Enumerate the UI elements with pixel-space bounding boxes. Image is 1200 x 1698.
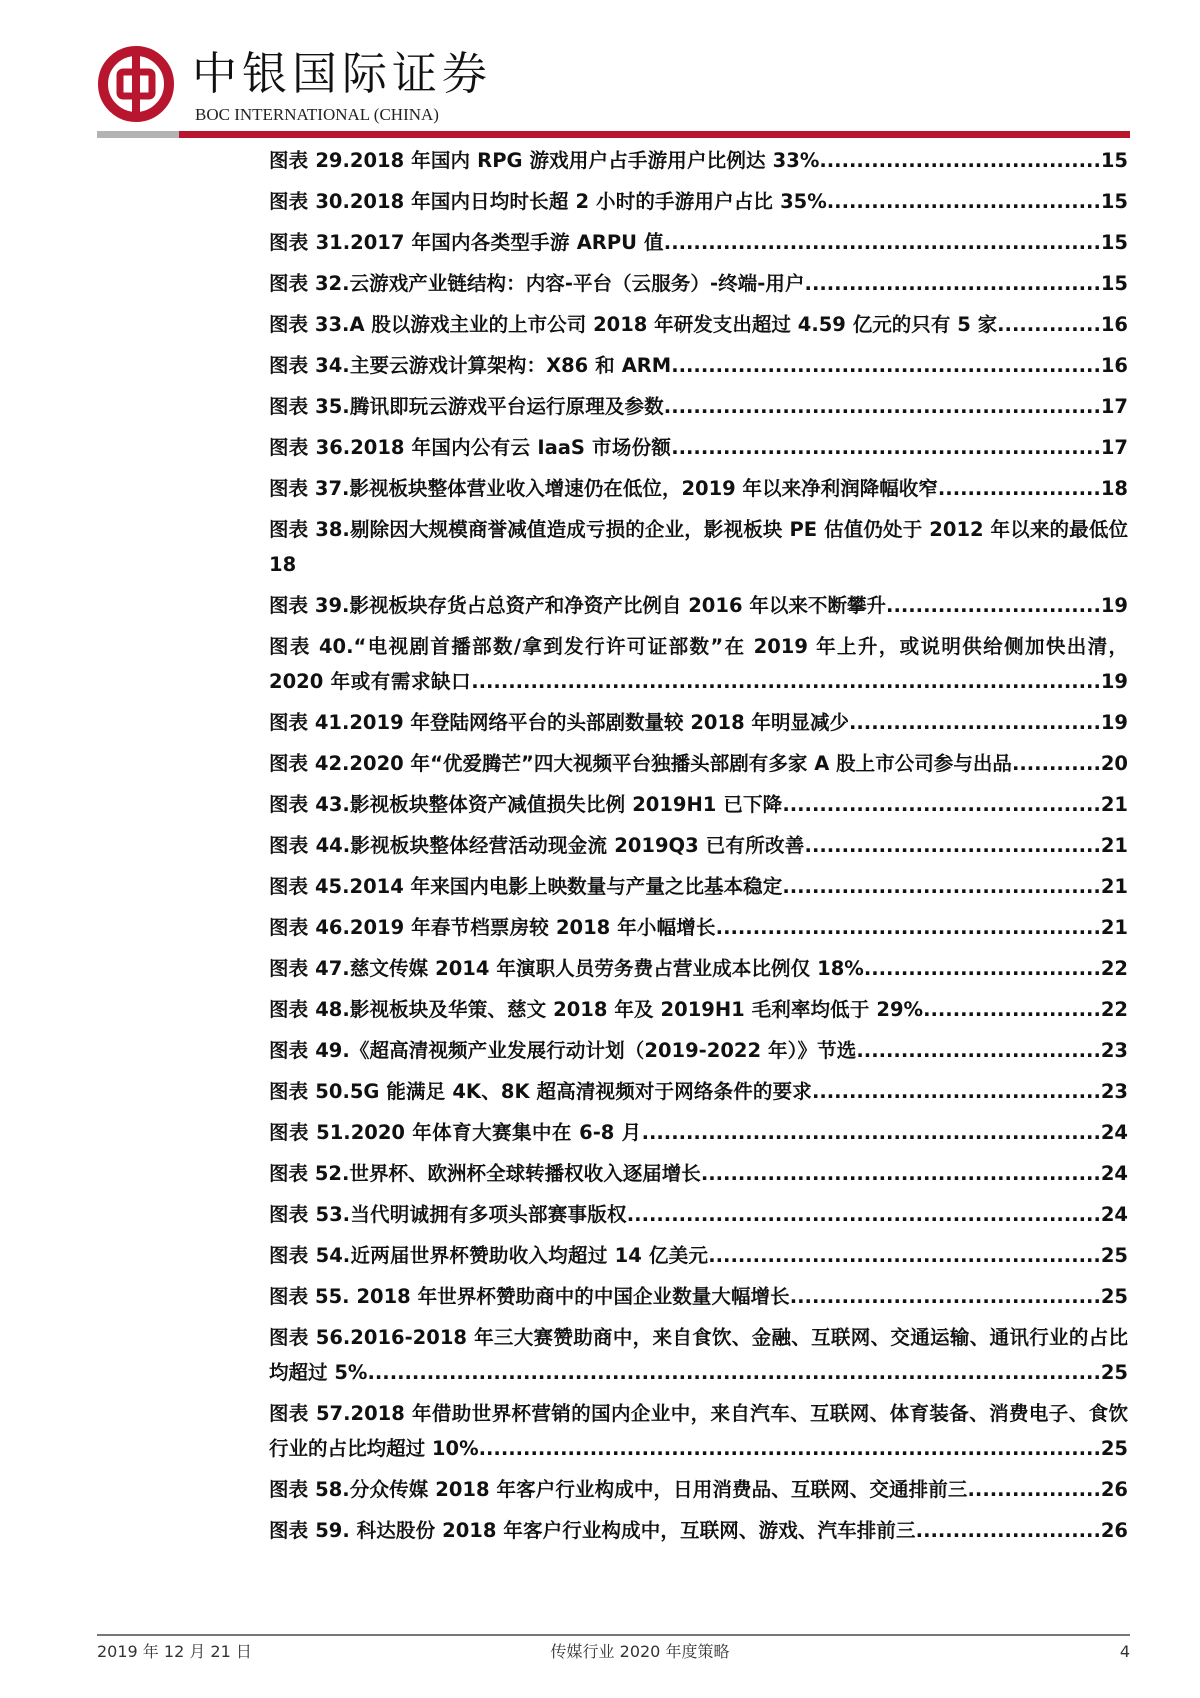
toc-entry-page: 23 — [1100, 1080, 1128, 1103]
toc-entry-page: 24 — [1100, 1203, 1128, 1226]
toc-dot-leader: ....................................... — [811, 1080, 1101, 1103]
toc-dot-leader: ........................................................... — [663, 395, 1101, 418]
toc-entry[interactable] — [269, 471, 1128, 506]
toc-entry[interactable] — [269, 1472, 1128, 1507]
toc-dot-leader: .............. — [997, 313, 1101, 336]
toc-entry[interactable] — [269, 1320, 1128, 1390]
toc-dot-leader: .................................. — [848, 711, 1101, 734]
toc-entry-page: 17 — [1100, 395, 1128, 418]
toc-dot-leader: ........................................................... — [663, 231, 1101, 254]
toc-entry[interactable] — [269, 307, 1128, 342]
toc-entry[interactable] — [269, 705, 1128, 740]
toc-entry-page: 19 — [1100, 670, 1128, 693]
toc-dot-leader: ........................................ — [804, 272, 1101, 295]
toc-entry[interactable] — [269, 787, 1128, 822]
toc-entry[interactable] — [269, 746, 1128, 781]
toc-entry-page: 20 — [1100, 752, 1128, 775]
toc-entry-page: 24 — [1100, 1162, 1128, 1185]
toc-dot-leader: ..................................... — [826, 190, 1101, 213]
toc-dot-leader: .................................................................................... — [478, 1437, 1101, 1460]
toc-entry-title: 图表 38.剔除因大规模商誉减值造成亏损的企业，影视板块 PE 估值仍处于 2012 年以来的最低位 — [269, 518, 1128, 541]
toc-entry[interactable] — [269, 910, 1128, 945]
toc-entry-page: 18 — [1100, 477, 1128, 500]
toc-entry-page: 23 — [1100, 1039, 1128, 1062]
toc-entry-page: 21 — [1100, 916, 1128, 939]
toc-entry-title: 图表 29.2018 年国内 RPG 游戏用户占手游用户比例达 33% — [269, 149, 820, 172]
toc-entry-page: 17 — [1100, 436, 1128, 459]
toc-entry-page: 15 — [1100, 231, 1128, 254]
footer-page-number: 4 — [1119, 1642, 1130, 1661]
toc-dot-leader: ................................................................................................... — [367, 1361, 1101, 1384]
footer-report-title: 传媒行业 2020 年度策略 — [550, 1642, 730, 1661]
toc-entry[interactable] — [269, 1396, 1128, 1466]
toc-entry[interactable] — [269, 828, 1128, 863]
toc-entry-title: 图表 45.2014 年来国内电影上映数量与产量之比基本稳定 — [269, 875, 783, 898]
toc-entry[interactable] — [269, 951, 1128, 986]
toc-entry-page: 19 — [1100, 711, 1128, 734]
toc-entry-page: 18 — [269, 553, 297, 576]
toc-entry[interactable] — [269, 143, 1128, 178]
toc-entry-title: 图表 54.近两届世界杯赞助收入均超过 14 亿美元 — [269, 1244, 709, 1267]
toc-entry[interactable] — [269, 184, 1128, 219]
footer-date: 2019 年 12 月 21 日 — [97, 1642, 252, 1661]
toc-dot-leader: .......................................................... — [671, 354, 1101, 377]
toc-entry-title: 图表 47.慈文传媒 2014 年演职人员劳务费占营业成本比例仅 18% — [269, 957, 864, 980]
toc-dot-leader: ...................... — [937, 477, 1101, 500]
toc-entry-page: 15 — [1100, 190, 1128, 213]
toc-entry-title: 图表 40.“电视剧首播部数/拿到发行许可证部数”在 2019 年上升，或说明供给侧加快出清，2020 年或有需求缺口 — [269, 635, 1128, 693]
toc-entry-page: 22 — [1100, 957, 1128, 980]
toc-entry[interactable] — [269, 1115, 1128, 1150]
toc-dot-leader: ........................................... — [782, 793, 1101, 816]
toc-entry-title: 图表 30.2018 年国内日均时长超 2 小时的手游用户占比 35% — [269, 190, 827, 213]
header-rule-red — [179, 131, 1130, 138]
brand-name-en: BOC INTERNATIONAL (CHINA) — [195, 105, 439, 124]
toc-entry[interactable] — [269, 1513, 1128, 1548]
toc-entry-page: 16 — [1100, 354, 1128, 377]
toc-entry-page: 25 — [1100, 1437, 1128, 1460]
toc-entry-title: 图表 57.2018 年借助世界杯营销的国内企业中，来自汽车、互联网、体育装备、消费电子、食饮行业的占比均超过 10% — [269, 1402, 1128, 1460]
toc-entry-title: 图表 37.影视板块整体营业收入增速仍在低位，2019 年以来净利润降幅收窄 — [269, 477, 938, 500]
toc-entry-title: 图表 51.2020 年体育大赛集中在 6-8 月 — [269, 1121, 642, 1144]
toc-entry-title: 图表 59. 科达股份 2018 年客户行业构成中，互联网、游戏、汽车排前三 — [269, 1519, 916, 1542]
toc-entry[interactable] — [269, 348, 1128, 383]
toc-entry-title: 图表 53.当代明诚拥有多项头部赛事版权 — [269, 1203, 627, 1226]
toc-entry-title: 图表 43.影视板块整体资产减值损失比例 2019H1 已下降 — [269, 793, 783, 816]
toc-dot-leader: ................................................................ — [626, 1203, 1101, 1226]
toc-entry-page: 26 — [1100, 1519, 1128, 1542]
toc-entry-title: 图表 31.2017 年国内各类型手游 ARPU 值 — [269, 231, 664, 254]
toc-entry[interactable] — [269, 512, 1128, 582]
toc-entry[interactable] — [269, 430, 1128, 465]
toc-entry[interactable] — [269, 629, 1128, 699]
toc-entry[interactable] — [269, 1238, 1128, 1273]
figure-list — [269, 143, 1128, 1554]
toc-entry-title: 图表 50.5G 能满足 4K、8K 超高清视频对于网络条件的要求 — [269, 1080, 812, 1103]
toc-dot-leader: ...................................... — [819, 149, 1101, 172]
toc-entry-page: 25 — [1100, 1244, 1128, 1267]
toc-entry[interactable] — [269, 869, 1128, 904]
toc-entry-page: 25 — [1100, 1285, 1128, 1308]
toc-entry-page: 16 — [1100, 313, 1128, 336]
toc-entry-title: 图表 41.2019 年登陆网络平台的头部剧数量较 2018 年明显减少 — [269, 711, 849, 734]
toc-entry-title: 图表 36.2018 年国内公有云 IaaS 市场份额 — [269, 436, 672, 459]
toc-entry-title: 图表 33.A 股以游戏主业的上市公司 2018 年研发支出超过 4.59 亿元的只有 5 家 — [269, 313, 998, 336]
toc-entry-title: 图表 35.腾讯即玩云游戏平台运行原理及参数 — [269, 395, 664, 418]
toc-entry-title: 图表 49.《超高清视频产业发展行动计划（2019-2022 年）》节选 — [269, 1039, 857, 1062]
toc-dot-leader: ........................................... — [782, 875, 1101, 898]
toc-dot-leader: ............................. — [886, 594, 1101, 617]
toc-entry-page: 21 — [1100, 793, 1128, 816]
boc-logo-icon — [97, 45, 175, 123]
toc-dot-leader: .................. — [967, 1478, 1101, 1501]
toc-entry-title: 图表 34.主要云游戏计算架构：X86 和 ARM — [269, 354, 672, 377]
toc-entry-title: 图表 46.2019 年春节档票房较 2018 年小幅增长 — [269, 916, 716, 939]
toc-entry-title: 图表 52.世界杯、欧洲杯全球转播权收入逐届增长 — [269, 1162, 701, 1185]
toc-entry[interactable] — [269, 992, 1128, 1027]
toc-dot-leader: ........................................ — [804, 834, 1101, 857]
toc-entry[interactable] — [269, 1156, 1128, 1191]
toc-entry-title: 图表 48.影视板块及华策、慈文 2018 年及 2019H1 毛利率均低于 29% — [269, 998, 924, 1021]
toc-entry-page: 15 — [1100, 149, 1128, 172]
toc-dot-leader: .............................................................. — [641, 1121, 1101, 1144]
toc-entry-page: 25 — [1100, 1361, 1128, 1384]
toc-dot-leader: ................................. — [856, 1039, 1101, 1062]
toc-entry-title: 图表 44.影视板块整体经营活动现金流 2019Q3 已有所改善 — [269, 834, 805, 857]
toc-entry[interactable] — [269, 588, 1128, 623]
toc-dot-leader: .......................................... — [789, 1285, 1101, 1308]
toc-entry[interactable] — [269, 1197, 1128, 1232]
brand-name-cn: 中银国际证券 — [192, 47, 493, 100]
toc-dot-leader: ................................ — [863, 957, 1101, 980]
toc-entry-page: 15 — [1100, 272, 1128, 295]
toc-entry-page: 22 — [1100, 998, 1128, 1021]
footer-rule — [97, 1634, 1130, 1636]
toc-entry-title: 图表 42.2020 年“优爱腾芒”四大视频平台独播头部剧有多家 A 股上市公司参与出品 — [269, 752, 1012, 775]
toc-entry[interactable] — [269, 225, 1128, 260]
toc-entry-page: 21 — [1100, 834, 1128, 857]
toc-dot-leader: ..................................................... — [708, 1244, 1101, 1267]
toc-entry-page: 24 — [1100, 1121, 1128, 1144]
toc-dot-leader: ...................................................... — [700, 1162, 1101, 1185]
toc-entry-title: 图表 32.云游戏产业链结构：内容-平台（云服务）-终端-用户 — [269, 272, 805, 295]
toc-entry-title: 图表 39.影视板块存货占总资产和净资产比例自 2016 年以来不断攀升 — [269, 594, 887, 617]
toc-entry[interactable] — [269, 1279, 1128, 1314]
toc-entry[interactable] — [269, 266, 1128, 301]
toc-dot-leader: ..................................................................................... — [471, 670, 1101, 693]
toc-entry-title: 图表 58.分众传媒 2018 年客户行业构成中，日用消费品、互联网、交通排前三 — [269, 1478, 968, 1501]
toc-dot-leader: ............ — [1011, 752, 1101, 775]
toc-entry-title: 图表 55. 2018 年世界杯赞助商中的中国企业数量大幅增长 — [269, 1285, 790, 1308]
toc-entry-page: 19 — [1100, 594, 1128, 617]
header-rule-gray — [97, 131, 179, 138]
toc-entry[interactable] — [269, 1033, 1128, 1068]
toc-entry-page: 26 — [1100, 1478, 1128, 1501]
toc-dot-leader: ........................ — [923, 998, 1101, 1021]
toc-entry[interactable] — [269, 1074, 1128, 1109]
toc-dot-leader: ......................... — [915, 1519, 1101, 1542]
toc-dot-leader: .......................................................... — [671, 436, 1101, 459]
toc-entry-page: 21 — [1100, 875, 1128, 898]
toc-entry-title: 图表 56.2016-2018 年三大赛赞助商中，来自食饮、金融、互联网、交通运输、通讯行业的占比均超过 5% — [269, 1326, 1128, 1384]
toc-entry[interactable] — [269, 389, 1128, 424]
toc-dot-leader: .................................................... — [715, 916, 1101, 939]
